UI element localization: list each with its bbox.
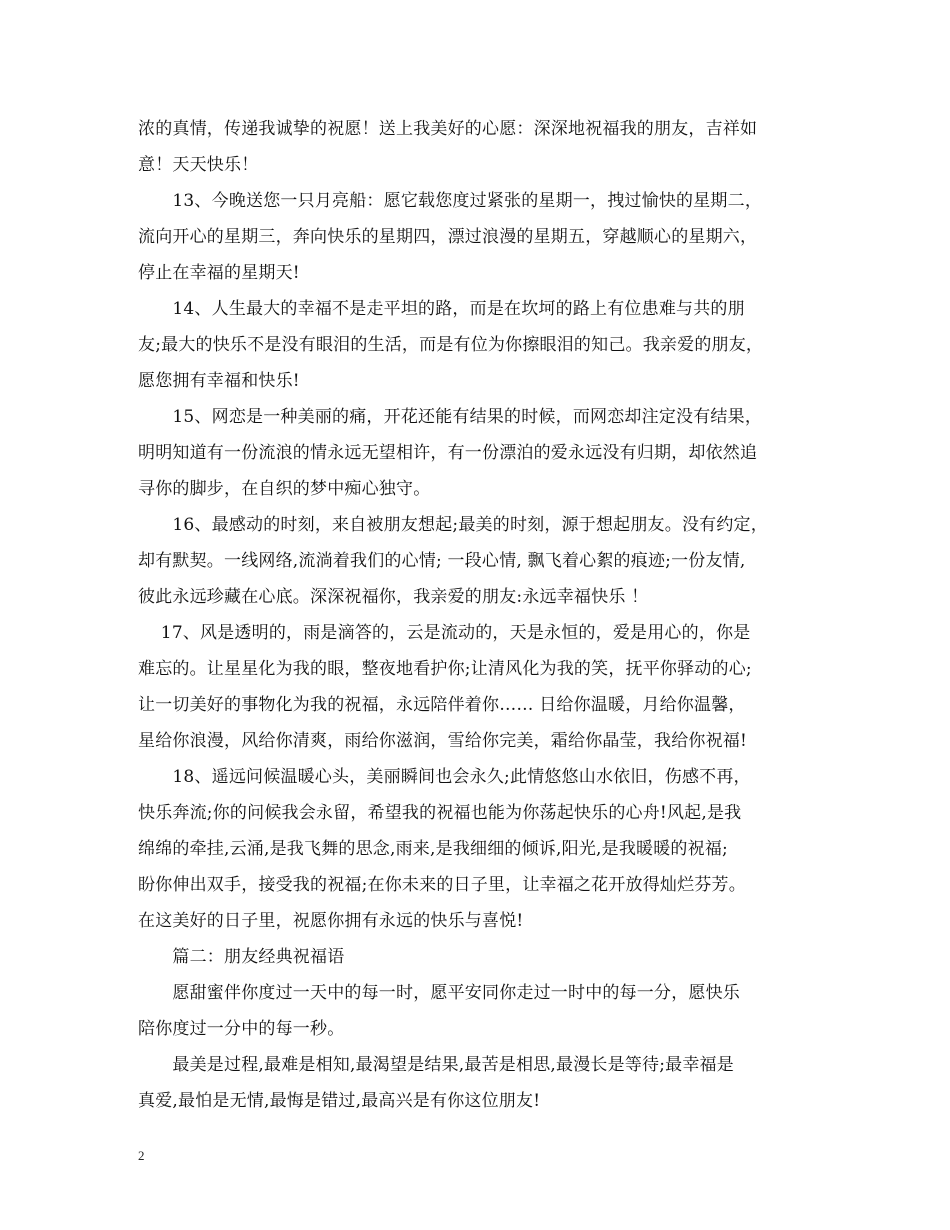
text-line: 16、最感动的时刻，来自被朋友想起;最美的时刻，源于想起朋友。没有约定，: [138, 515, 768, 535]
text-line: 18、遥远问候温暖心头，美丽瞬间也会永久;此情悠悠山水依旧，伤感不再，: [138, 767, 751, 787]
text-line: 愿甜蜜伴你度过一天中的每一时，愿平安同你走过一时中的每一分，愿快乐: [138, 983, 740, 1003]
text-line: 彼此永远珍藏在心底。深深祝福你，我亲爱的朋友:永远幸福快乐 ！: [138, 587, 649, 607]
text-line: 17、风是透明的，雨是滴答的，云是流动的，天是永恒的，爱是用心的，你是: [138, 623, 751, 643]
section-heading: 篇二：朋友经典祝福语: [138, 947, 345, 967]
text-line: 绵绵的牵挂,云涌,是我飞舞的思念,雨来,是我细细的倾诉,阳光,是我暖暖的祝福;: [138, 839, 728, 859]
text-line: 意！天天快乐！: [138, 155, 259, 175]
text-line: 停止在幸福的星期天!: [138, 263, 300, 283]
text-line: 盼你伸出双手，接受我的祝福;在你未来的日子里，让幸福之花开放得灿烂芬芳。: [138, 875, 746, 895]
text-line: 寻你的脚步，在自织的梦中痴心独守。: [138, 479, 431, 499]
text-line: 15、网恋是一种美丽的痛，开花还能有结果的时候，而网恋却注定没有结果，: [138, 407, 763, 427]
text-line: 星给你浪漫，风给你清爽，雨给你滋润，雪给你完美，霜给你晶莹，我给你祝福!: [138, 731, 748, 751]
text-line: 流向开心的星期三，奔向快乐的星期四，漂过浪漫的星期五，穿越顺心的星期六，: [138, 227, 758, 247]
text-line: 真爱,最怕是无情,最悔是错过,最高兴是有你这位朋友!: [138, 1091, 541, 1111]
text-line: 最美是过程,最难是相知,最渴望是结果,最苦是相思,最漫长是等待;最幸福是: [138, 1055, 734, 1075]
text-line: 明明知道有一份流浪的情永远无望相许，有一份漂泊的爱永远没有归期，却依然追: [138, 443, 758, 463]
text-line: 13、今晚送您一只月亮船：愿它载您度过紧张的星期一，拽过愉快的星期二，: [138, 191, 763, 211]
text-line: 14、人生最大的幸福不是走平坦的路，而是在坎坷的路上有位患难与共的朋: [138, 299, 745, 319]
text-line: 愿您拥有幸福和快乐!: [138, 371, 300, 391]
text-line: 难忘的。让星星化为我的眼，整夜地看护你;让清风化为我的笑，抚平你驿动的心;: [138, 659, 752, 679]
text-line: 让一切美好的事物化为我的祝福，永远陪伴着你…… 日给你温暖，月给你温馨，: [138, 695, 746, 715]
text-line: 友;最大的快乐不是没有眼泪的生活，而是有位为你擦眼泪的知己。我亲爱的朋友，: [138, 335, 764, 355]
page-number: 2: [138, 1148, 145, 1163]
text-line: 快乐奔流;你的问候我会永留，希望我的祝福也能为你荡起快乐的心舟!风起,是我: [138, 803, 742, 823]
text-line: 浓的真情，传递我诚挚的祝愿！送上我美好的心愿：深深地祝福我的朋友，吉祥如: [138, 119, 758, 139]
text-line: 陪你度过一分中的每一秒。: [138, 1019, 345, 1039]
text-line: 却有默契。一线网络,流淌着我们的心情; 一段心情, 飘飞着心絮的痕迹;一份友情,: [138, 551, 746, 571]
text-line: 在这美好的日子里，祝愿你拥有永远的快乐与喜悦!: [138, 911, 524, 931]
